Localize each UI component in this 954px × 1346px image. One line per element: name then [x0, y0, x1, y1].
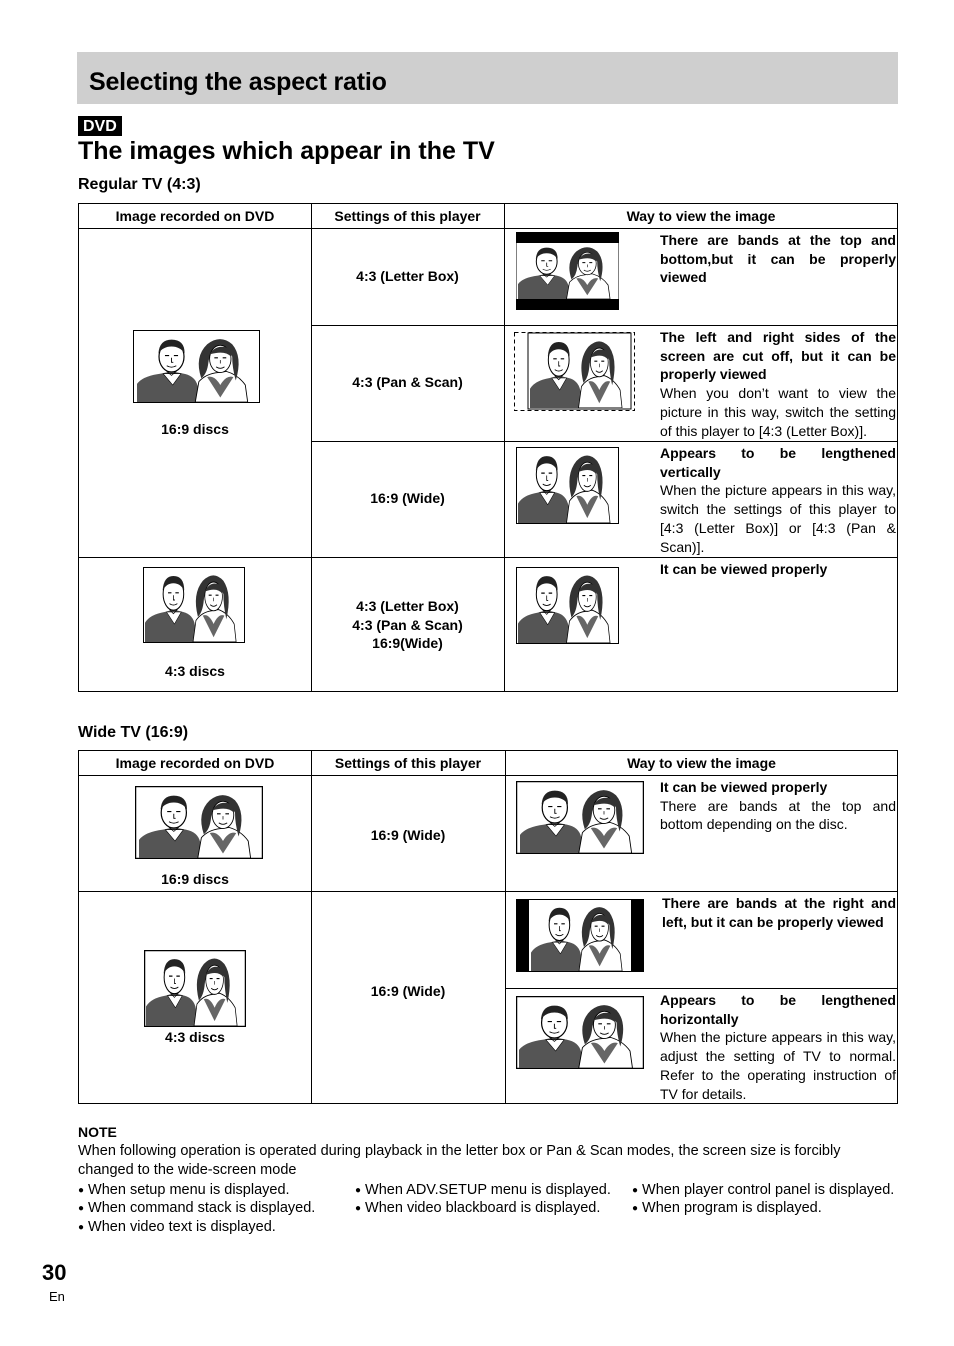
proper-view-description	[660, 560, 896, 579]
horizontal-stretch-description	[660, 991, 896, 1103]
setting-letterbox: 4:3 (Letter Box)	[356, 268, 459, 284]
note-bullet: ● When program is displayed.	[632, 1200, 822, 1216]
proper-view-lead: It can be viewed properly	[660, 561, 828, 577]
header-image-recorded: Image recorded on DVD	[115, 208, 275, 224]
wide-setting-1: 16:9 (Wide)	[370, 827, 446, 843]
dvd-badge: DVD	[78, 116, 122, 136]
note-bullet: ● When ADV.SETUP menu is displayed.	[355, 1182, 611, 1198]
stretched-lead: Appears to be lengthened vertically	[660, 445, 896, 480]
wide-proper-view-body: There are bands at the top and bottom depending on the disc.	[660, 797, 896, 833]
stretched-description	[660, 444, 896, 556]
pan-scan-lead: The left and right sides of the screen are cut off, but it can be properly viewed	[660, 329, 896, 383]
horizontal-stretch-view-image	[516, 996, 644, 1069]
language-label: En	[49, 1289, 65, 1304]
wide-tv-subtitle: Wide TV (16:9)	[78, 724, 189, 741]
wide-tv-table	[78, 750, 898, 1104]
pillarbox-lead: There are bands at the right and left, but it can be properly viewed	[662, 895, 896, 930]
wide-header-way-to-view: Way to view the image	[627, 755, 776, 771]
setting-wide: 16:9 (Wide)	[370, 490, 445, 506]
note-bullet: ● When command stack is displayed.	[78, 1200, 315, 1216]
note-text: When following operation is operated during playback in the letter box or Pan & Scan modes, the screen size is forcibly changed to the wide-screen mode	[78, 1143, 841, 1178]
wide-disc-43-image	[144, 950, 246, 1027]
pillarbox-view-image	[516, 899, 644, 972]
wide-header-settings: Settings of this player	[334, 755, 482, 771]
pan-scan-body: When you don’t want to view the picture in this way, switch the setting of this player to [4:3 (Letter Box)].	[660, 385, 896, 439]
stretched-body: When the picture appears in this way, switch the settings of this player to [4:3 (Letter Box)] or [4:3 (Pan & Scan)].	[660, 482, 896, 555]
section-banner	[77, 52, 898, 104]
disc-169-label: 16:9 discs	[161, 421, 229, 437]
proper-view-image	[516, 567, 619, 644]
note-bullet: ● When video text is displayed.	[78, 1219, 276, 1235]
page-number: 30	[42, 1260, 67, 1285]
note-bullet: ● When player control panel is displayed.	[632, 1182, 894, 1198]
row4-setting-wide: 16:9(Wide)	[372, 635, 443, 651]
regular-tv-table	[78, 203, 898, 692]
pan-scan-view-image	[514, 332, 635, 411]
row4-setting-letterbox: 4:3 (Letter Box)	[356, 598, 459, 614]
note-bullet: ● When video blackboard is displayed.	[355, 1200, 600, 1216]
row4-setting-pan-scan: 4:3 (Pan & Scan)	[352, 616, 463, 633]
row4-settings	[311, 597, 504, 653]
disc-43-label: 4:3 discs	[165, 663, 225, 679]
section-title: The images which appear in the TV	[78, 137, 495, 165]
wide-disc-169-label: 16:9 discs	[161, 871, 229, 887]
page-title: Selecting the aspect ratio	[89, 68, 387, 96]
note-title: NOTE	[78, 1124, 117, 1140]
pillarbox-description	[662, 894, 896, 931]
wide-proper-view-description	[660, 778, 896, 834]
horizontal-stretch-lead: Appears to be lengthened horizontally	[660, 992, 896, 1027]
wide-proper-view-image	[516, 781, 644, 854]
pan-scan-description	[660, 328, 896, 440]
stretched-view-image	[516, 447, 619, 524]
letterbox-lead: There are bands at the top and bottom,but it can be properly viewed	[660, 232, 896, 286]
wide-disc-43-label: 4:3 discs	[165, 1029, 225, 1045]
wide-setting-2: 16:9 (Wide)	[370, 983, 446, 999]
wide-proper-view-lead: It can be viewed properly	[660, 779, 828, 795]
disc-169-image	[133, 330, 260, 403]
letterbox-description	[660, 231, 896, 287]
letterbox-view-image	[516, 232, 619, 310]
wide-disc-169-image	[135, 786, 263, 859]
header-way-to-view: Way to view the image	[626, 208, 776, 224]
disc-43-image	[143, 567, 245, 643]
regular-tv-subtitle: Regular TV (4:3)	[78, 176, 201, 193]
note-bullet: ● When setup menu is displayed.	[78, 1182, 290, 1198]
wide-header-image-recorded: Image recorded on DVD	[115, 755, 275, 771]
setting-pan-scan: 4:3 (Pan & Scan)	[352, 374, 463, 390]
horizontal-stretch-body: When the picture appears in this way, adjust the setting of TV to normal. Refer to the operating instruction of TV for details.	[660, 1029, 896, 1102]
header-settings: Settings of this player	[334, 208, 481, 224]
